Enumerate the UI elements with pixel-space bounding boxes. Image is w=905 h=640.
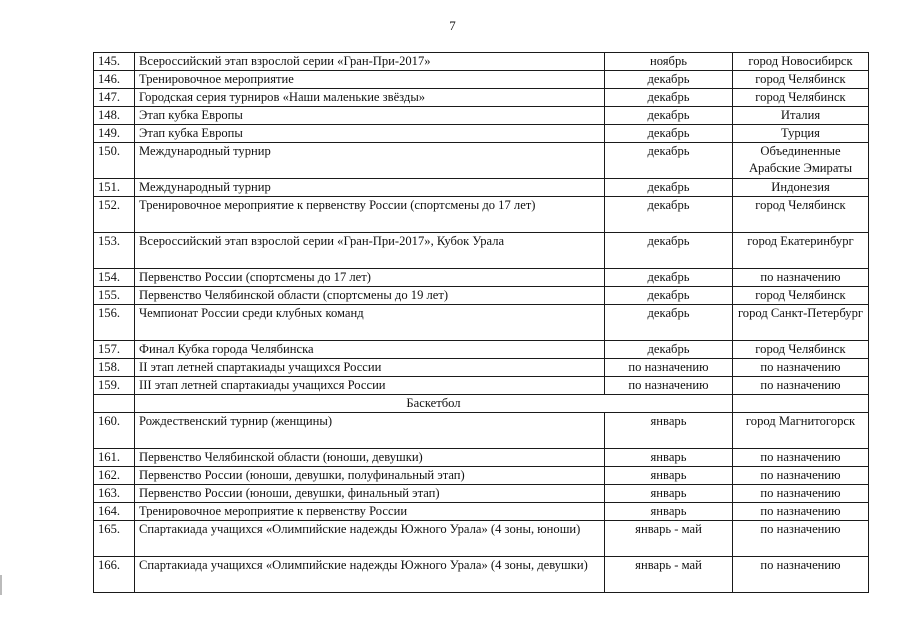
event-date: январь xyxy=(605,413,733,449)
row-number: 149. xyxy=(94,125,135,143)
event-date: январь - май xyxy=(605,557,733,593)
event-place: по назначению xyxy=(733,503,869,521)
table-row xyxy=(94,143,869,179)
event-place: по назначению xyxy=(733,557,869,593)
row-number: 150. xyxy=(94,143,135,179)
event-name: Первенство России (спортсмены до 17 лет) xyxy=(135,269,605,287)
section-place-cell xyxy=(733,395,869,413)
event-date: декабрь xyxy=(605,341,733,359)
event-date: январь xyxy=(605,467,733,485)
row-number: 162. xyxy=(94,467,135,485)
row-number: 152. xyxy=(94,197,135,233)
event-place: Индонезия xyxy=(733,179,869,197)
event-place: город Магнитогорск xyxy=(733,413,869,449)
event-name: Этап кубка Европы xyxy=(135,125,605,143)
event-date: декабрь xyxy=(605,89,733,107)
event-date: январь xyxy=(605,503,733,521)
event-place: город Челябинск xyxy=(733,341,869,359)
event-name: Тренировочное мероприятие xyxy=(135,71,605,89)
event-date: январь xyxy=(605,449,733,467)
event-date: по назначению xyxy=(605,377,733,395)
event-name: Всероссийский этап взрослой серии «Гран-При-2017», Кубок Урала xyxy=(135,233,605,269)
table-row xyxy=(94,71,869,89)
event-name: Спартакиада учащихся «Олимпийские надежды Южного Урала» (4 зоны, юноши) xyxy=(135,521,605,557)
event-name: Рождественский турнир (женщины) xyxy=(135,413,605,449)
row-number: 165. xyxy=(94,521,135,557)
row-number: 160. xyxy=(94,413,135,449)
event-place: город Санкт-Петербург xyxy=(733,305,869,341)
event-name: Первенство России (юноши, девушки, финальный этап) xyxy=(135,485,605,503)
table-row xyxy=(94,197,869,233)
row-number: 145. xyxy=(94,53,135,71)
event-place: по назначению xyxy=(733,485,869,503)
section-header-row xyxy=(94,395,869,413)
event-place: город Новосибирск xyxy=(733,53,869,71)
row-number: 163. xyxy=(94,485,135,503)
event-place: по назначению xyxy=(733,377,869,395)
table-row xyxy=(94,107,869,125)
event-name: Чемпионат России среди клубных команд xyxy=(135,305,605,341)
row-number: 155. xyxy=(94,287,135,305)
event-name: Тренировочное мероприятие к первенству России (спортсмены до 17 лет) xyxy=(135,197,605,233)
table-row xyxy=(94,377,869,395)
row-number: 147. xyxy=(94,89,135,107)
event-place: по назначению xyxy=(733,467,869,485)
table-row xyxy=(94,287,869,305)
event-place: город Челябинск xyxy=(733,197,869,233)
row-number: 159. xyxy=(94,377,135,395)
event-date: декабрь xyxy=(605,125,733,143)
event-place: город Екатеринбург xyxy=(733,233,869,269)
row-number: 151. xyxy=(94,179,135,197)
event-date: декабрь xyxy=(605,233,733,269)
table-row xyxy=(94,359,869,377)
table-row xyxy=(94,269,869,287)
row-number: 153. xyxy=(94,233,135,269)
event-name: Первенство Челябинской области (спортсмены до 19 лет) xyxy=(135,287,605,305)
event-place: город Челябинск xyxy=(733,71,869,89)
table-row xyxy=(94,503,869,521)
section-number-cell xyxy=(94,395,135,413)
row-number: 166. xyxy=(94,557,135,593)
event-date: декабрь xyxy=(605,107,733,125)
event-date: ноябрь xyxy=(605,53,733,71)
row-number: 154. xyxy=(94,269,135,287)
event-name: II этап летней спартакиады учащихся России xyxy=(135,359,605,377)
row-number: 161. xyxy=(94,449,135,467)
event-place: Италия xyxy=(733,107,869,125)
event-place: Турция xyxy=(733,125,869,143)
event-name: Первенство Челябинской области (юноши, девушки) xyxy=(135,449,605,467)
table-row xyxy=(94,89,869,107)
event-name: Этап кубка Европы xyxy=(135,107,605,125)
table-row xyxy=(94,521,869,557)
event-name: III этап летней спартакиады учащихся России xyxy=(135,377,605,395)
event-name: Первенство России (юноши, девушки, полуфинальный этап) xyxy=(135,467,605,485)
event-date: декабрь xyxy=(605,71,733,89)
row-number: 146. xyxy=(94,71,135,89)
event-name: Городская серия турниров «Наши маленькие звёзды» xyxy=(135,89,605,107)
event-place: по назначению xyxy=(733,521,869,557)
event-name: Всероссийский этап взрослой серии «Гран-При-2017» xyxy=(135,53,605,71)
event-place: по назначению xyxy=(733,449,869,467)
row-number: 158. xyxy=(94,359,135,377)
table-row xyxy=(94,467,869,485)
row-number: 164. xyxy=(94,503,135,521)
table-row xyxy=(94,179,869,197)
event-date: по назначению xyxy=(605,359,733,377)
table-row xyxy=(94,53,869,71)
table-row xyxy=(94,557,869,593)
event-place: город Челябинск xyxy=(733,89,869,107)
table-row xyxy=(94,305,869,341)
event-date: декабрь xyxy=(605,179,733,197)
events-table xyxy=(93,52,869,593)
table-row xyxy=(94,125,869,143)
row-number: 156. xyxy=(94,305,135,341)
table-row xyxy=(94,233,869,269)
event-name: Тренировочное мероприятие к первенству России xyxy=(135,503,605,521)
event-date: январь xyxy=(605,485,733,503)
event-place: по назначению xyxy=(733,359,869,377)
event-date: декабрь xyxy=(605,269,733,287)
table-row xyxy=(94,449,869,467)
table-row xyxy=(94,485,869,503)
event-name: Финал Кубка города Челябинска xyxy=(135,341,605,359)
page-number: 7 xyxy=(449,18,456,33)
event-name: Спартакиада учащихся «Олимпийские надежды Южного Урала» (4 зоны, девушки) xyxy=(135,557,605,593)
event-place: город Челябинск xyxy=(733,287,869,305)
event-name: Международный турнир xyxy=(135,143,605,179)
event-date: декабрь xyxy=(605,197,733,233)
table-row xyxy=(94,413,869,449)
event-date: декабрь xyxy=(605,305,733,341)
section-title: Баскетбол xyxy=(135,395,733,413)
event-date: январь - май xyxy=(605,521,733,557)
event-name: Международный турнир xyxy=(135,179,605,197)
row-number: 148. xyxy=(94,107,135,125)
event-date: декабрь xyxy=(605,143,733,179)
event-place: Объединенные Арабские Эмираты xyxy=(733,143,869,179)
event-date: декабрь xyxy=(605,287,733,305)
row-number: 157. xyxy=(94,341,135,359)
table-row xyxy=(94,341,869,359)
event-place: по назначению xyxy=(733,269,869,287)
scan-edge-mark xyxy=(0,575,2,595)
